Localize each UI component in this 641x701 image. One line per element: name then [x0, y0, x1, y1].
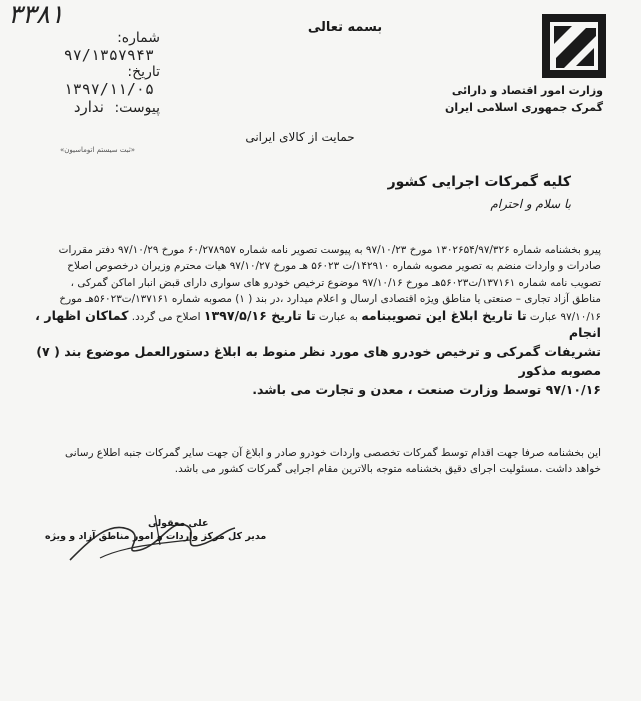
date-value: ۱۳۹۷/۱۱/۰۵	[63, 80, 154, 98]
letter-date-row	[40, 64, 160, 98]
attachment-label: پیوست:	[114, 100, 160, 116]
body-line: تصویب نامه شماره ۱۳۷۱۶۱/ت۵۶۰۲۳هـ مورخ ۹۷/۱۰/۱۶ موضوع ترخیص خودرو های سواری دارای قبض انبار اماکن گمرکی ،	[70, 276, 601, 289]
letter-body-paragraph-1	[20, 242, 601, 399]
body-bold-fragment: تا تاریخ ابلاغ این تصویبنامه	[361, 307, 527, 323]
date-label: تاریخ:	[127, 64, 160, 80]
body-fragment: ۹۷/۱۰/۱۶ عبارت	[529, 310, 601, 323]
greeting-line: با سلام و احترام	[490, 197, 571, 211]
letter-number-row	[40, 30, 160, 64]
body-bold-fragment: تا تاریخ ۱۳۹۷/۵/۱۶	[203, 307, 316, 323]
letter-body-paragraph-2	[20, 445, 601, 478]
body-line: صادرات و واردات منضم به تصویر مصوبه شماره ۱۴۲۹۱۰/ت ۵۶۰۲۳ هـ مورخ ۹۷/۱۰/۲۷ هیات محترم وزیران درخصوص اصلاح	[67, 260, 601, 273]
body-bold-line: تشریفات گمرکی و ترخیص خودرو های مورد نظر منوط به ابلاغ دستورالعمل موضوع بند ( ۷) مصوبه مذکور	[36, 344, 601, 379]
attachment-value: ندارد	[73, 98, 104, 116]
body-line: پیرو بخشنامه شماره ۱۳۰۲۶۵۴/۹۷/۳۲۶ مورخ ۹۷/۱۰/۲۳ به پیوست تصویر نامه شماره ۶۰/۲۷۸۹۵۷ مورخ ۹۷/۱۰/۲۹ دفتر مقررات	[58, 244, 601, 256]
handwritten-reference-number: ۳۳۸۱	[8, 0, 64, 30]
recipient-line: کلیه گمرکات اجرایی کشور	[387, 174, 571, 190]
support-slogan: حمایت از کالای ایرانی	[245, 130, 355, 144]
body-fragment: به عبارت	[318, 310, 358, 323]
basmala-heading: بسمه تعالی	[307, 20, 383, 35]
ministry-name: وزارت امور اقتصاد و دارائی	[451, 84, 603, 97]
body-bold-fragment: کماکان اظهار ، انجام	[35, 307, 601, 341]
signatory-name: علی معقولی	[148, 518, 209, 529]
body-line-mixed	[20, 308, 601, 343]
attachment-row	[40, 98, 160, 116]
body-line: این بخشنامه صرفا جهت اقدام توسط گمرکات تخصصی واردات خودرو صادر و ابلاغ آن جهت سایر گمرکات جنبه اطلاع رسانی	[65, 447, 601, 459]
number-value: ۹۷/۱۳۵۷۹۴۳	[63, 46, 154, 64]
automation-note: «ثبت سیستم اتوماسیون»	[60, 146, 136, 154]
signatory-title: مدیر کل مرکز واردات و امور مناطق آزاد و ویژه	[45, 531, 267, 542]
customs-name: گمرک جمهوری اسلامی ایران	[444, 101, 603, 114]
body-bold-line: ۹۷/۱۰/۱۶ توسط وزارت صنعت ، معدن و تجارت می باشد.	[252, 382, 601, 398]
customs-logo-icon	[542, 14, 606, 78]
body-line: مناطق آزاد تجاری – صنعتی یا مناطق ویژه اقتصادی ارسال و اعلام میدارد ،در بند ( ۱) مصوبه شماره ۱۳۷۱۶۱/ت۵۶۰۲۳هـ مورخ	[59, 293, 601, 306]
body-line: خواهد داشت .مسئولیت اجرای دقیق بخشنامه متوجه بالاترین مقام اجرایی گمرکات کشور می باشد.	[174, 463, 601, 476]
body-fragment: اصلاح می گردد.	[131, 310, 201, 323]
number-label: شماره:	[117, 30, 160, 46]
